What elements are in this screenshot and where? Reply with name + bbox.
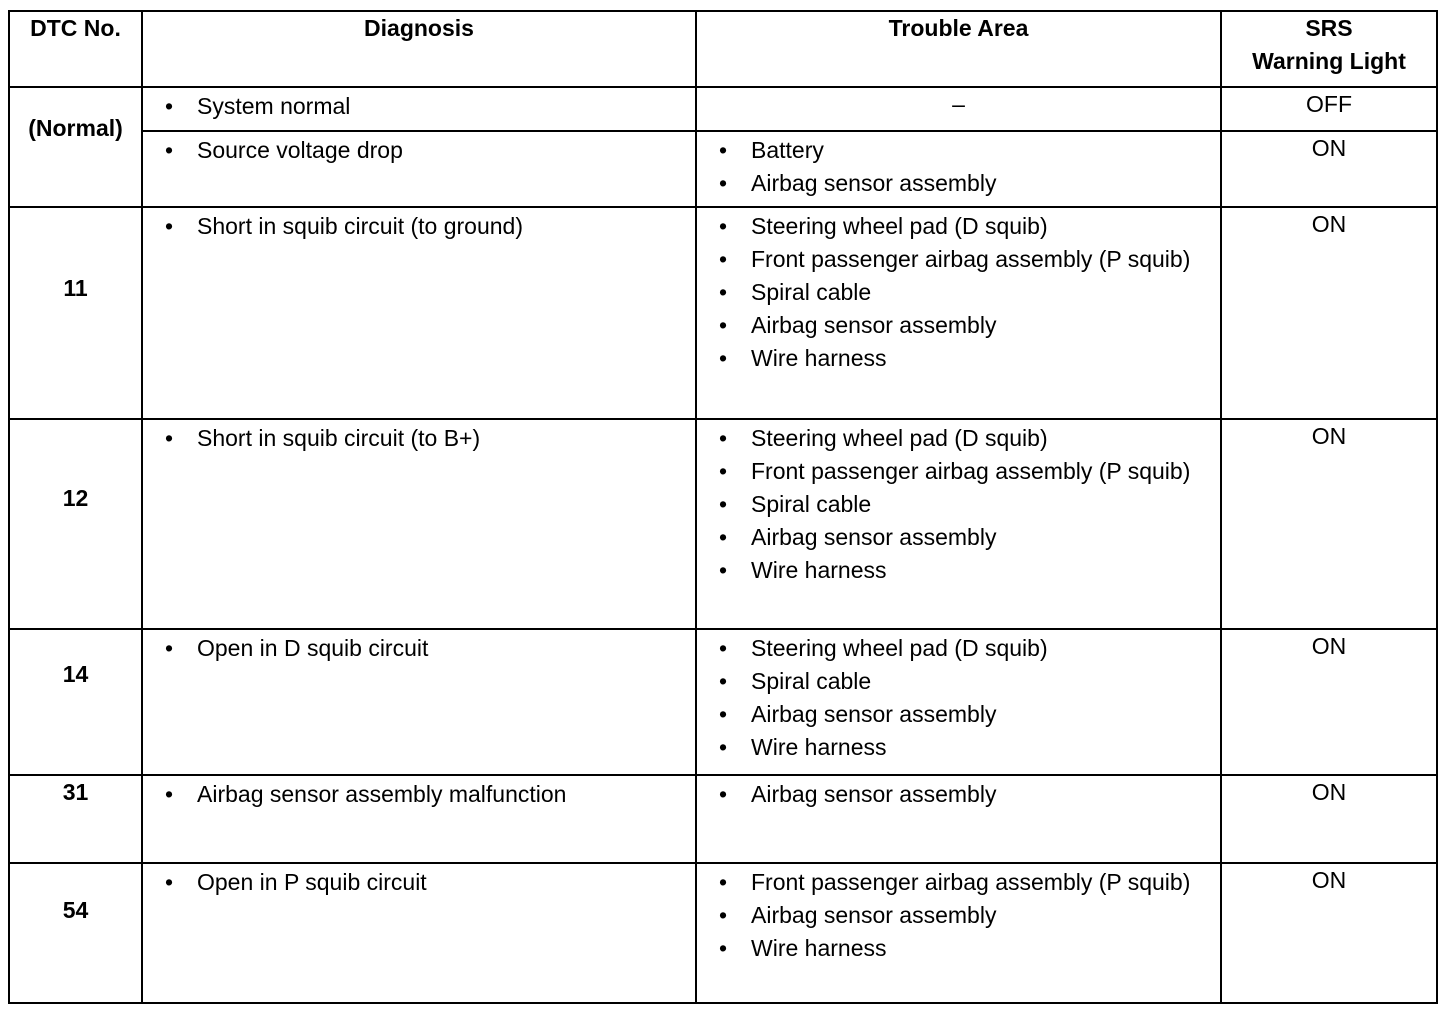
diagnosis-item: • Open in P squib circuit	[165, 866, 695, 899]
header-srs-warning-light	[1221, 11, 1437, 87]
diagnosis-item: • Short in squib circuit (to ground)	[165, 210, 695, 243]
header-row	[9, 11, 1437, 87]
table-row	[9, 87, 1437, 131]
diagnosis-item: • Short in squib circuit (to B+)	[165, 422, 695, 455]
trouble-item: • Airbag sensor assembly	[719, 167, 1220, 200]
diagnosis-item: • Open in D squib circuit	[165, 632, 695, 665]
srs-light-value: OFF	[1221, 87, 1437, 131]
trouble-item: • Front passenger airbag assembly (P squib)	[719, 455, 1220, 488]
srs-light-value: ON	[1221, 629, 1437, 775]
table-row	[9, 775, 1437, 863]
trouble-item: • Wire harness	[719, 932, 1220, 965]
trouble-item: • Wire harness	[719, 731, 1220, 764]
diagnosis-cell	[142, 419, 696, 629]
trouble-area-cell	[696, 207, 1221, 419]
trouble-item: • Airbag sensor assembly	[719, 778, 1220, 811]
trouble-item: • Spiral cable	[719, 665, 1220, 698]
table-row	[9, 863, 1437, 1003]
trouble-area-cell	[696, 863, 1221, 1003]
trouble-item: • Front passenger airbag assembly (P squib)	[719, 866, 1220, 899]
diagnosis-cell	[142, 629, 696, 775]
trouble-item: • Steering wheel pad (D squib)	[719, 210, 1220, 243]
srs-light-value: ON	[1221, 131, 1437, 207]
diagnosis-cell	[142, 207, 696, 419]
header-srs-line2: Warning Light	[1252, 48, 1406, 74]
dtc-code: 14	[9, 629, 142, 775]
table-row	[9, 131, 1437, 207]
header-dtc-no: DTC No.	[9, 11, 142, 87]
trouble-area-cell	[696, 131, 1221, 207]
dtc-table	[8, 10, 1438, 1004]
dtc-code: (Normal)	[9, 87, 142, 207]
dtc-code: 54	[9, 863, 142, 1003]
trouble-area-cell: –	[696, 87, 1221, 131]
header-srs-line1: SRS	[1305, 15, 1353, 41]
trouble-area-cell	[696, 629, 1221, 775]
srs-light-value: ON	[1221, 207, 1437, 419]
trouble-area-cell	[696, 775, 1221, 863]
trouble-item: • Battery	[719, 134, 1220, 167]
trouble-item: • Airbag sensor assembly	[719, 698, 1220, 731]
trouble-item: • Front passenger airbag assembly (P squib)	[719, 243, 1220, 276]
trouble-item: • Airbag sensor assembly	[719, 309, 1220, 342]
dtc-code: 12	[9, 419, 142, 629]
dtc-code: 11	[9, 207, 142, 419]
trouble-area-cell	[696, 419, 1221, 629]
header-diagnosis: Diagnosis	[142, 11, 696, 87]
table-row	[9, 207, 1437, 419]
diagnosis-cell	[142, 863, 696, 1003]
srs-light-value: ON	[1221, 863, 1437, 1003]
header-trouble-area: Trouble Area	[696, 11, 1221, 87]
trouble-item: • Airbag sensor assembly	[719, 521, 1220, 554]
table-row	[9, 419, 1437, 629]
dtc-code: 31	[9, 775, 142, 863]
diagnosis-item: • Airbag sensor assembly malfunction	[165, 778, 695, 811]
diagnosis-item: • System normal	[165, 90, 695, 123]
diagnosis-item: • Source voltage drop	[165, 134, 695, 167]
trouble-item: • Wire harness	[719, 554, 1220, 587]
diagnosis-cell	[142, 775, 696, 863]
trouble-item: • Airbag sensor assembly	[719, 899, 1220, 932]
table-row	[9, 629, 1437, 775]
trouble-item: • Steering wheel pad (D squib)	[719, 422, 1220, 455]
diagnosis-cell	[142, 87, 696, 131]
srs-light-value: ON	[1221, 419, 1437, 629]
trouble-item: • Spiral cable	[719, 276, 1220, 309]
dtc-table-page	[8, 10, 1436, 1006]
trouble-item: • Spiral cable	[719, 488, 1220, 521]
trouble-item: • Steering wheel pad (D squib)	[719, 632, 1220, 665]
srs-light-value: ON	[1221, 775, 1437, 863]
trouble-item: • Wire harness	[719, 342, 1220, 375]
diagnosis-cell	[142, 131, 696, 207]
